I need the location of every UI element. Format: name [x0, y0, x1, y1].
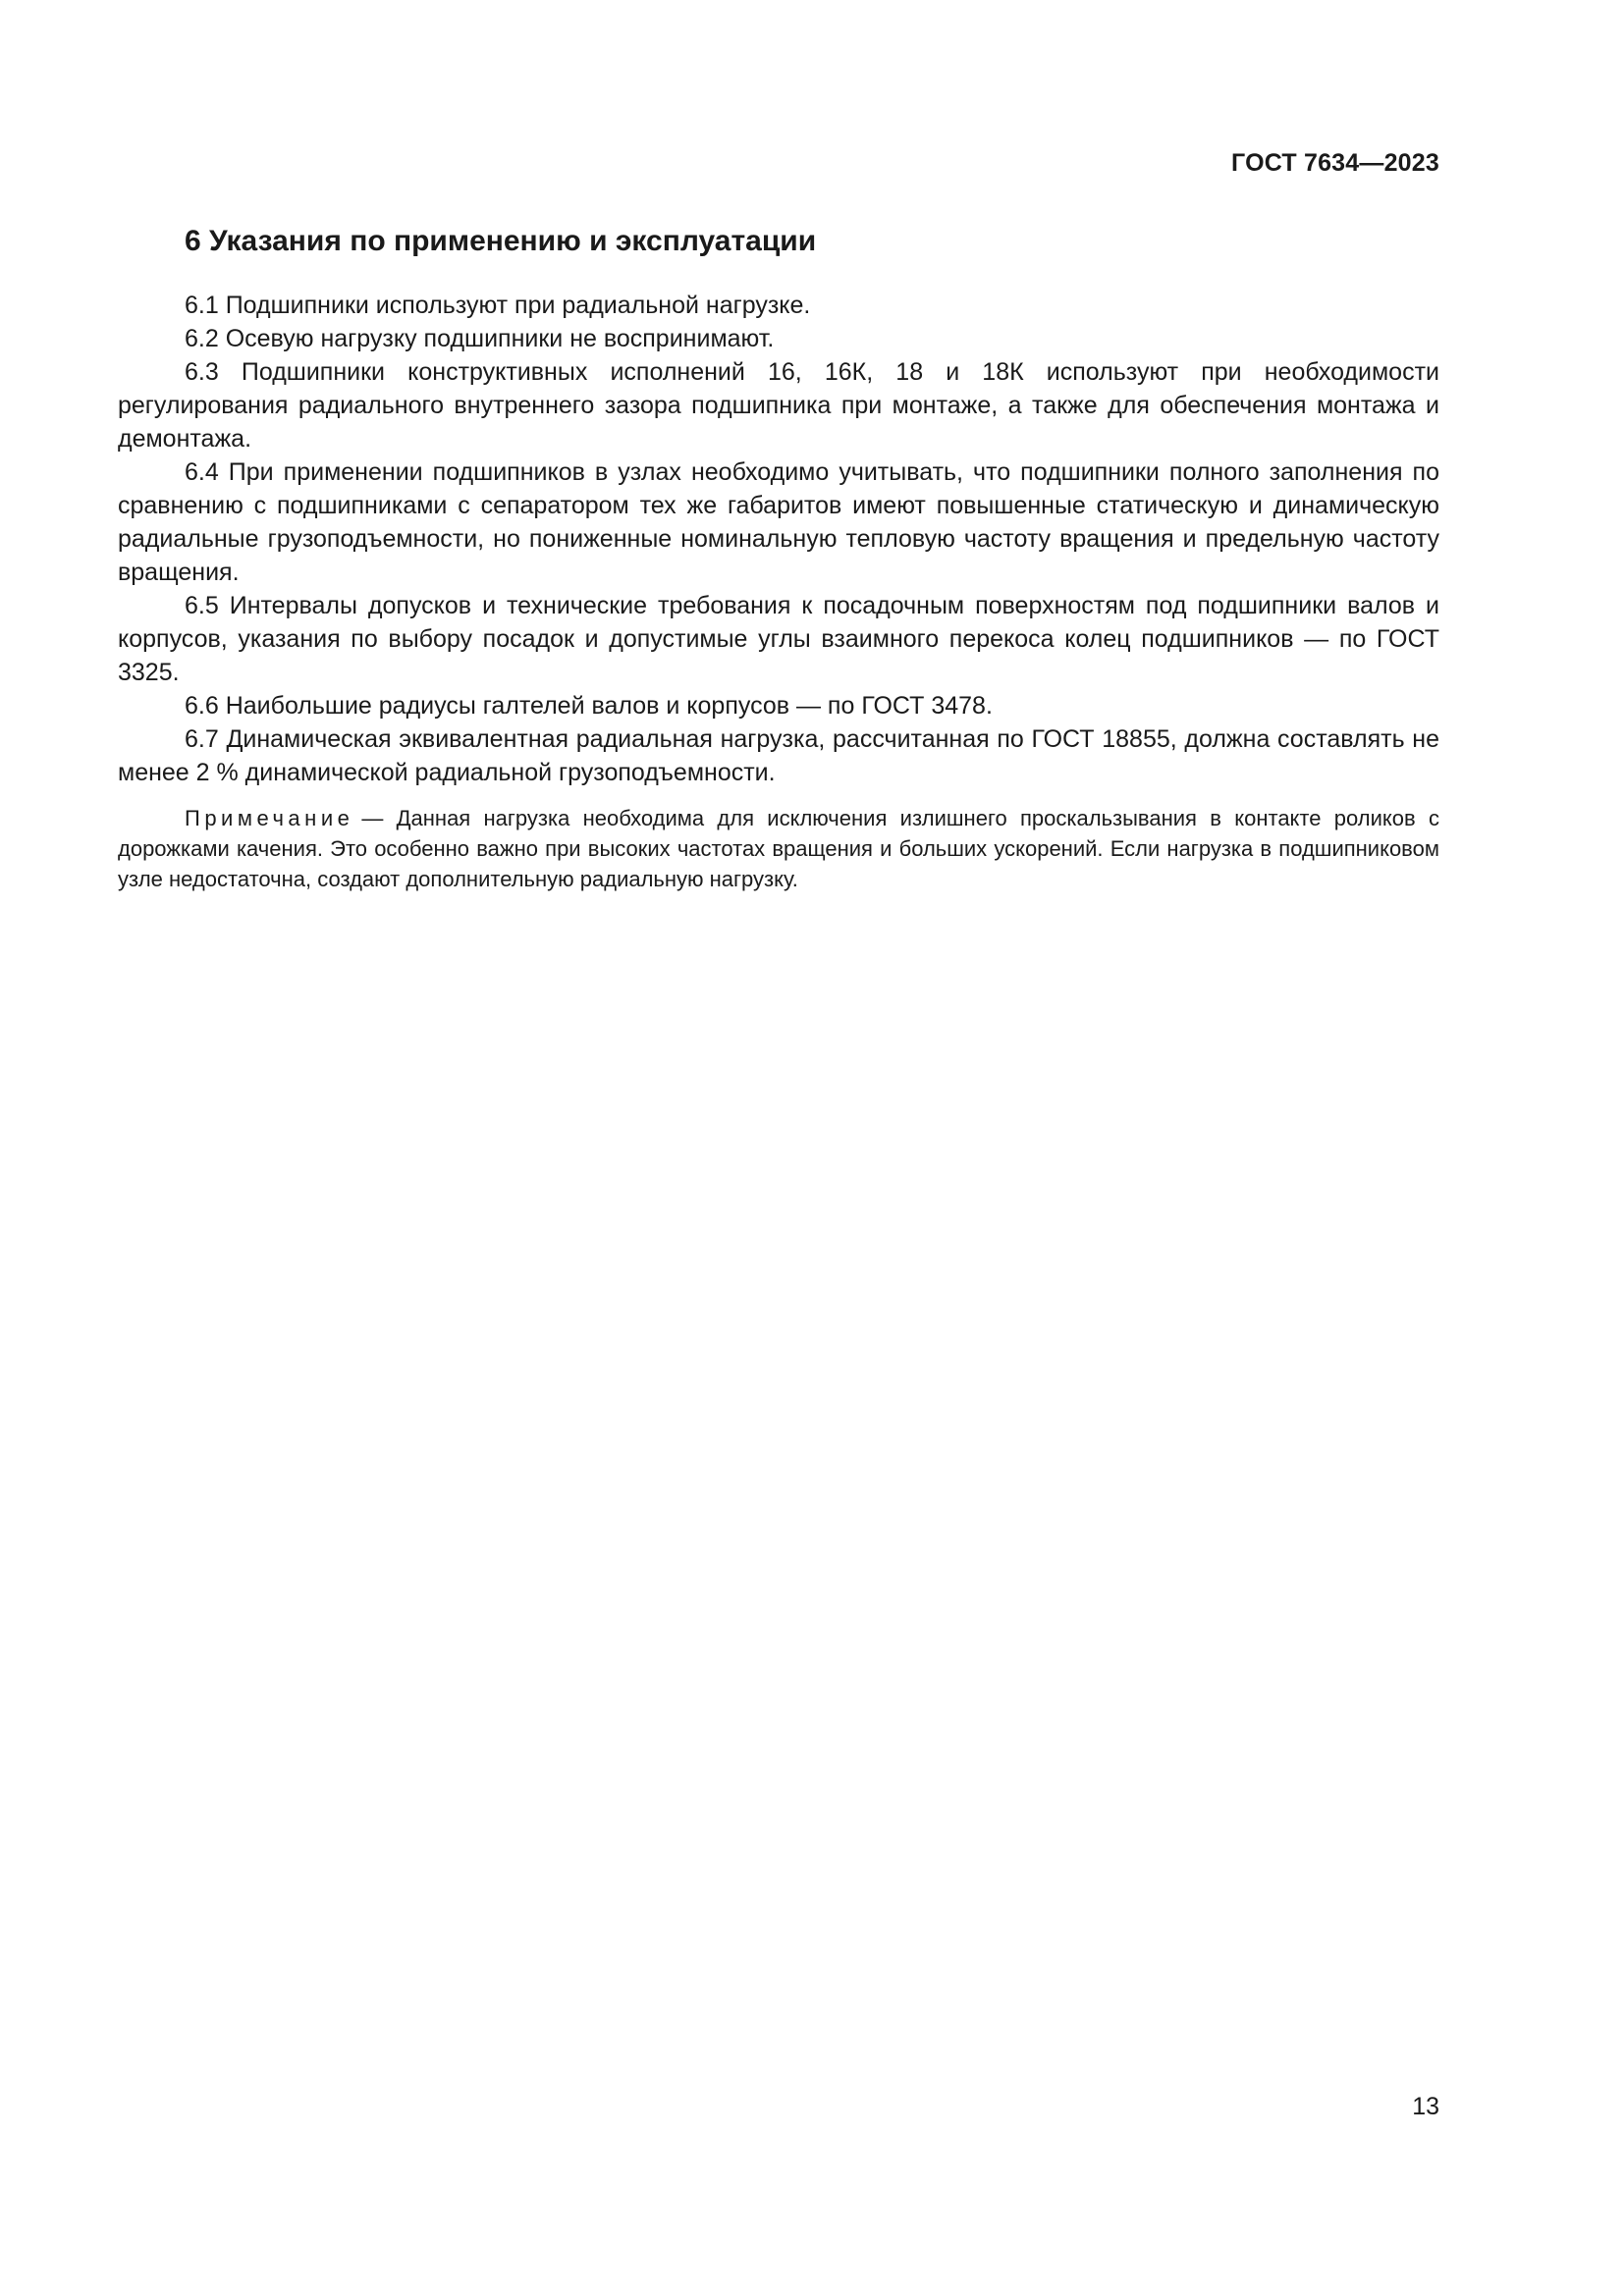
clause-6-3: 6.3 Подшипники конструктивных исполнений 16, 16К, 18 и 18К используют при необходимости регулирования радиального внутреннего зазора подшипника при монтаже, а также для обеспечения монтажа и демонтажа.	[118, 358, 1439, 453]
document-code: ГОСТ 7634—2023	[1231, 149, 1439, 177]
clause-6-4: 6.4 При применении подшипников в узлах необходимо учитывать, что подшипники полного заполнения по сравнению с подшипниками с сепаратором тех же габаритов имеют повышенные статическую и динамическую радиальные грузоподъемности, но пониженные номинальную тепловую частоту вращения и предельную частоту вращения.	[118, 458, 1439, 586]
note-label: Примечание	[185, 806, 354, 830]
page-number: 13	[1412, 2093, 1439, 2120]
note-text: — Данная нагрузка необходима для исключения излишнего проскальзывания в контакте роликов с дорожками качения. Это особенно важно при высоких частотах вращения и больших ускорений. Если нагрузка в подшипниковом узле недостаточна, создают дополнительную радиальную нагрузку.	[118, 806, 1439, 891]
clause-6-7: 6.7 Динамическая эквивалентная радиальная нагрузка, рассчитанная по ГОСТ 18855, должна составлять не менее 2 % динамической радиальной грузоподъемности.	[118, 725, 1439, 786]
clause-6-1: 6.1 Подшипники используют при радиальной нагрузке.	[185, 292, 811, 319]
note	[118, 803, 1439, 894]
section-6	[118, 222, 1439, 894]
section-title: 6 Указания по применению и эксплуатации	[185, 225, 817, 257]
clause-6-6: 6.6 Наибольшие радиусы галтелей валов и корпусов — по ГОСТ 3478.	[185, 692, 993, 720]
clause-6-5: 6.5 Интервалы допусков и технические требования к посадочным поверхностям под подшипники валов и корпусов, указания по выбору посадок и допустимые углы взаимного перекоса колец подшипников — по ГОСТ 3325.	[118, 592, 1439, 686]
clause-6-2: 6.2 Осевую нагрузку подшипники не воспринимают.	[185, 325, 775, 352]
